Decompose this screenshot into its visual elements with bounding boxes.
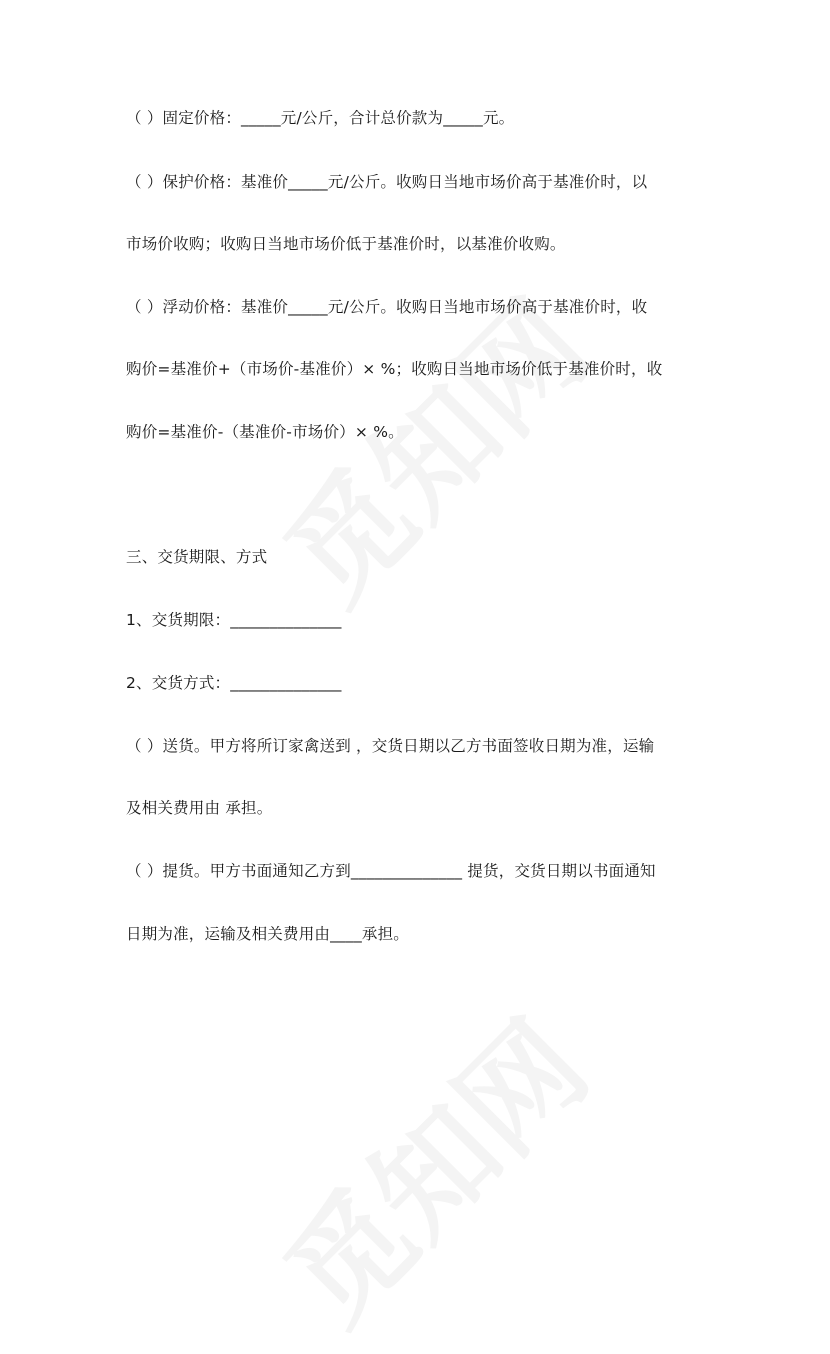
floating-price-line-3: 购价=基准价-（基准价-市场价）× %。	[126, 423, 404, 441]
pickup-line-1: （ ）提货。甲方书面通知乙方到______________ 提货，交货日期以书面通知	[126, 862, 656, 880]
delivery-term-line: 1、交货期限：______________	[126, 611, 342, 629]
send-delivery-line-2: 及相关费用由 承担。	[126, 799, 273, 817]
section-heading-delivery: 三、交货期限、方式	[126, 548, 268, 566]
send-delivery-line-1: （ ）送货。甲方将所订家禽送到 ，交货日期以乙方书面签收日期为准，运输	[126, 737, 655, 755]
pickup-line-2: 日期为准，运输及相关费用由____承担。	[126, 925, 410, 943]
fixed-price-line: （ ）固定价格：_____元/公斤，合计总价款为_____元。	[126, 109, 515, 127]
protected-price-line-2: 市场价收购；收购日当地市场价低于基准价时，以基准价收购。	[126, 235, 566, 253]
watermark-bottom	[242, 978, 618, 1354]
floating-price-line-1: （ ）浮动价格：基准价_____元/公斤。收购日当地市场价高于基准价时，收	[126, 298, 648, 316]
floating-price-line-2: 购价=基准价+（市场价-基准价）× %；收购日当地市场价低于基准价时，收	[126, 360, 663, 378]
delivery-method-line: 2、交货方式：______________	[126, 674, 342, 692]
protected-price-line-1: （ ）保护价格：基准价_____元/公斤。收购日当地市场价高于基准价时，以	[126, 173, 648, 191]
